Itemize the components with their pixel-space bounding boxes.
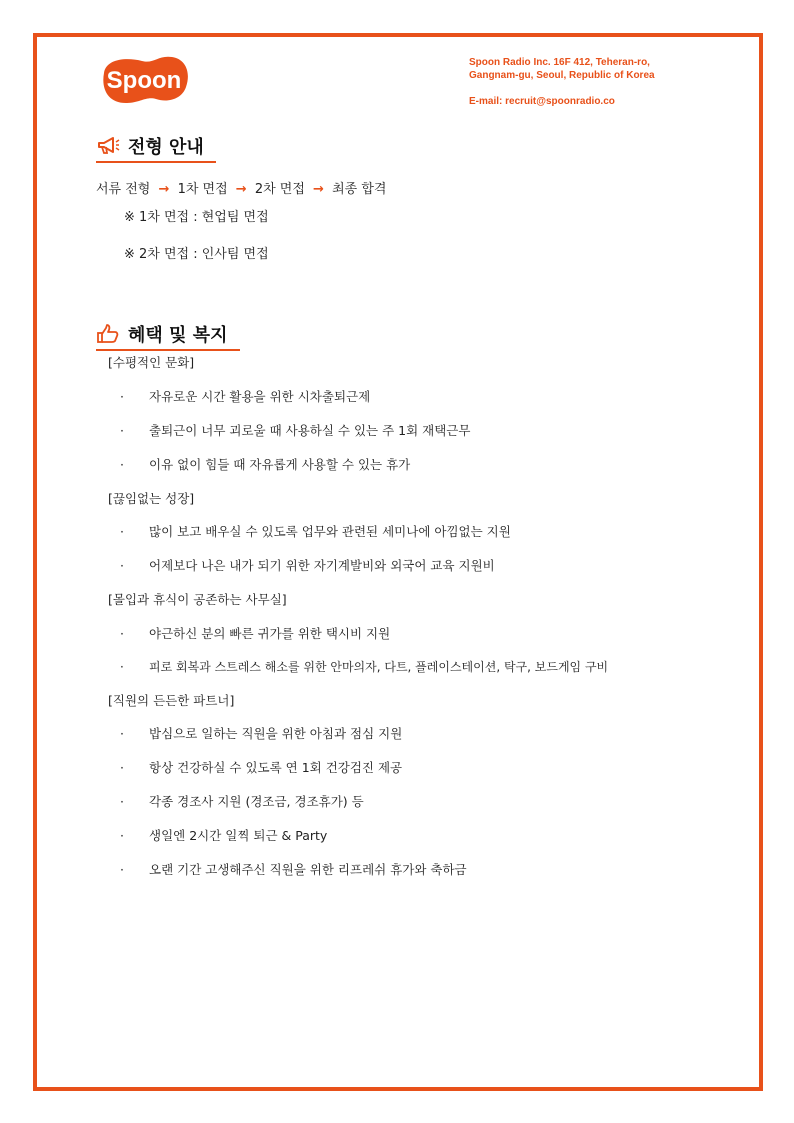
address-line-2: Gangnam-gu, Seoul, Republic of Korea xyxy=(469,69,655,81)
benefit-item xyxy=(120,421,470,439)
benefit-category: [수평적인 문화] xyxy=(108,355,195,370)
benefit-item-text: 출퇴근이 너무 괴로울 때 사용하실 수 있는 주 1회 재택근무 xyxy=(149,423,471,438)
bullet: · xyxy=(120,389,124,404)
arrow-icon: → xyxy=(235,182,247,197)
process-section-title xyxy=(96,133,204,159)
bullet: · xyxy=(120,828,124,843)
bullet: · xyxy=(120,794,124,809)
benefit-item xyxy=(120,724,402,742)
megaphone-icon xyxy=(96,136,120,156)
address-line-1: Spoon Radio Inc. 16F 412, Teheran-ro, xyxy=(469,57,650,68)
benefit-item xyxy=(120,455,410,473)
bullet: · xyxy=(120,862,124,877)
benefit-item-text: 이유 없이 힘들 때 자유롭게 사용할 수 있는 휴가 xyxy=(149,457,411,472)
bullet: · xyxy=(120,558,124,573)
bullet: · xyxy=(120,726,124,741)
process-steps xyxy=(96,178,386,197)
process-note-1: ※ 1차 면접 : 현업팀 면접 xyxy=(124,210,269,225)
benefit-item xyxy=(120,658,608,675)
benefit-item xyxy=(120,387,370,405)
arrow-icon: → xyxy=(313,182,324,197)
benefit-item-text: 생일엔 2시간 일찍 퇴근 & Party xyxy=(149,828,328,843)
bullet: · xyxy=(120,660,124,674)
arrow-icon: → xyxy=(158,182,170,197)
logo-text: Spoon xyxy=(106,67,182,94)
benefit-item-text: 피로 회복과 스트레스 해소를 위한 안마의자, 다트, 플레이스테이션, 탁구, 보드게임 구비 xyxy=(149,660,609,674)
benefits-title-text: 혜택 및 복지 xyxy=(128,325,228,346)
benefit-item xyxy=(120,624,390,642)
benefit-item-text: 어제보다 나은 내가 되기 위한 자기계발비와 외국어 교육 지원비 xyxy=(149,558,495,573)
benefit-item xyxy=(120,758,402,776)
benefit-item-text: 많이 보고 배우실 수 있도록 업무와 관련된 세미나에 아낌없는 지원 xyxy=(149,524,511,539)
benefit-category: [몰입과 휴식이 공존하는 사무실] xyxy=(108,592,287,607)
benefit-item-text: 자유로운 시간 활용을 위한 시차출퇴근제 xyxy=(149,389,371,404)
step-3: 2차 면접 xyxy=(254,182,305,197)
benefit-item xyxy=(120,556,495,574)
step-2: 1차 면접 xyxy=(177,182,228,197)
title-underline xyxy=(96,349,240,351)
benefits-section-title xyxy=(96,321,227,347)
bullet: · xyxy=(120,760,124,775)
company-address xyxy=(469,57,729,82)
process-title-text: 전형 안내 xyxy=(128,137,204,158)
benefit-item xyxy=(120,792,364,810)
step-1: 서류 전형 xyxy=(96,182,151,197)
bullet: · xyxy=(120,457,124,472)
benefit-item xyxy=(120,860,467,878)
benefit-item xyxy=(120,826,327,844)
step-4: 최종 합격 xyxy=(332,182,387,197)
benefit-category: [끊임없는 성장] xyxy=(108,491,195,506)
bullet: · xyxy=(120,626,124,641)
benefit-category: [직원의 든든한 파트너] xyxy=(108,693,235,708)
benefit-item xyxy=(120,522,511,540)
benefit-item-text: 야근하신 분의 빠른 귀가를 위한 택시비 지원 xyxy=(149,626,391,641)
benefit-item-text: 각종 경조사 지원 (경조금, 경조휴가) 등 xyxy=(149,794,364,809)
process-note-2: ※ 2차 면접 : 인사팀 면접 xyxy=(124,247,269,262)
thumbs-up-icon xyxy=(96,324,120,344)
benefit-item-text: 밥심으로 일하는 직원을 위한 아침과 점심 지원 xyxy=(149,726,403,741)
title-underline xyxy=(96,161,216,163)
bullet: · xyxy=(120,524,124,539)
spoon-logo xyxy=(96,53,192,109)
benefit-item-text: 오랜 기간 고생해주신 직원을 위한 리프레쉬 휴가와 축하금 xyxy=(149,862,467,877)
bullet: · xyxy=(120,423,124,438)
contact-email: E-mail: recruit@spoonradio.co xyxy=(469,96,615,107)
benefit-item-text: 항상 건강하실 수 있도록 연 1회 건강검진 제공 xyxy=(149,760,403,775)
